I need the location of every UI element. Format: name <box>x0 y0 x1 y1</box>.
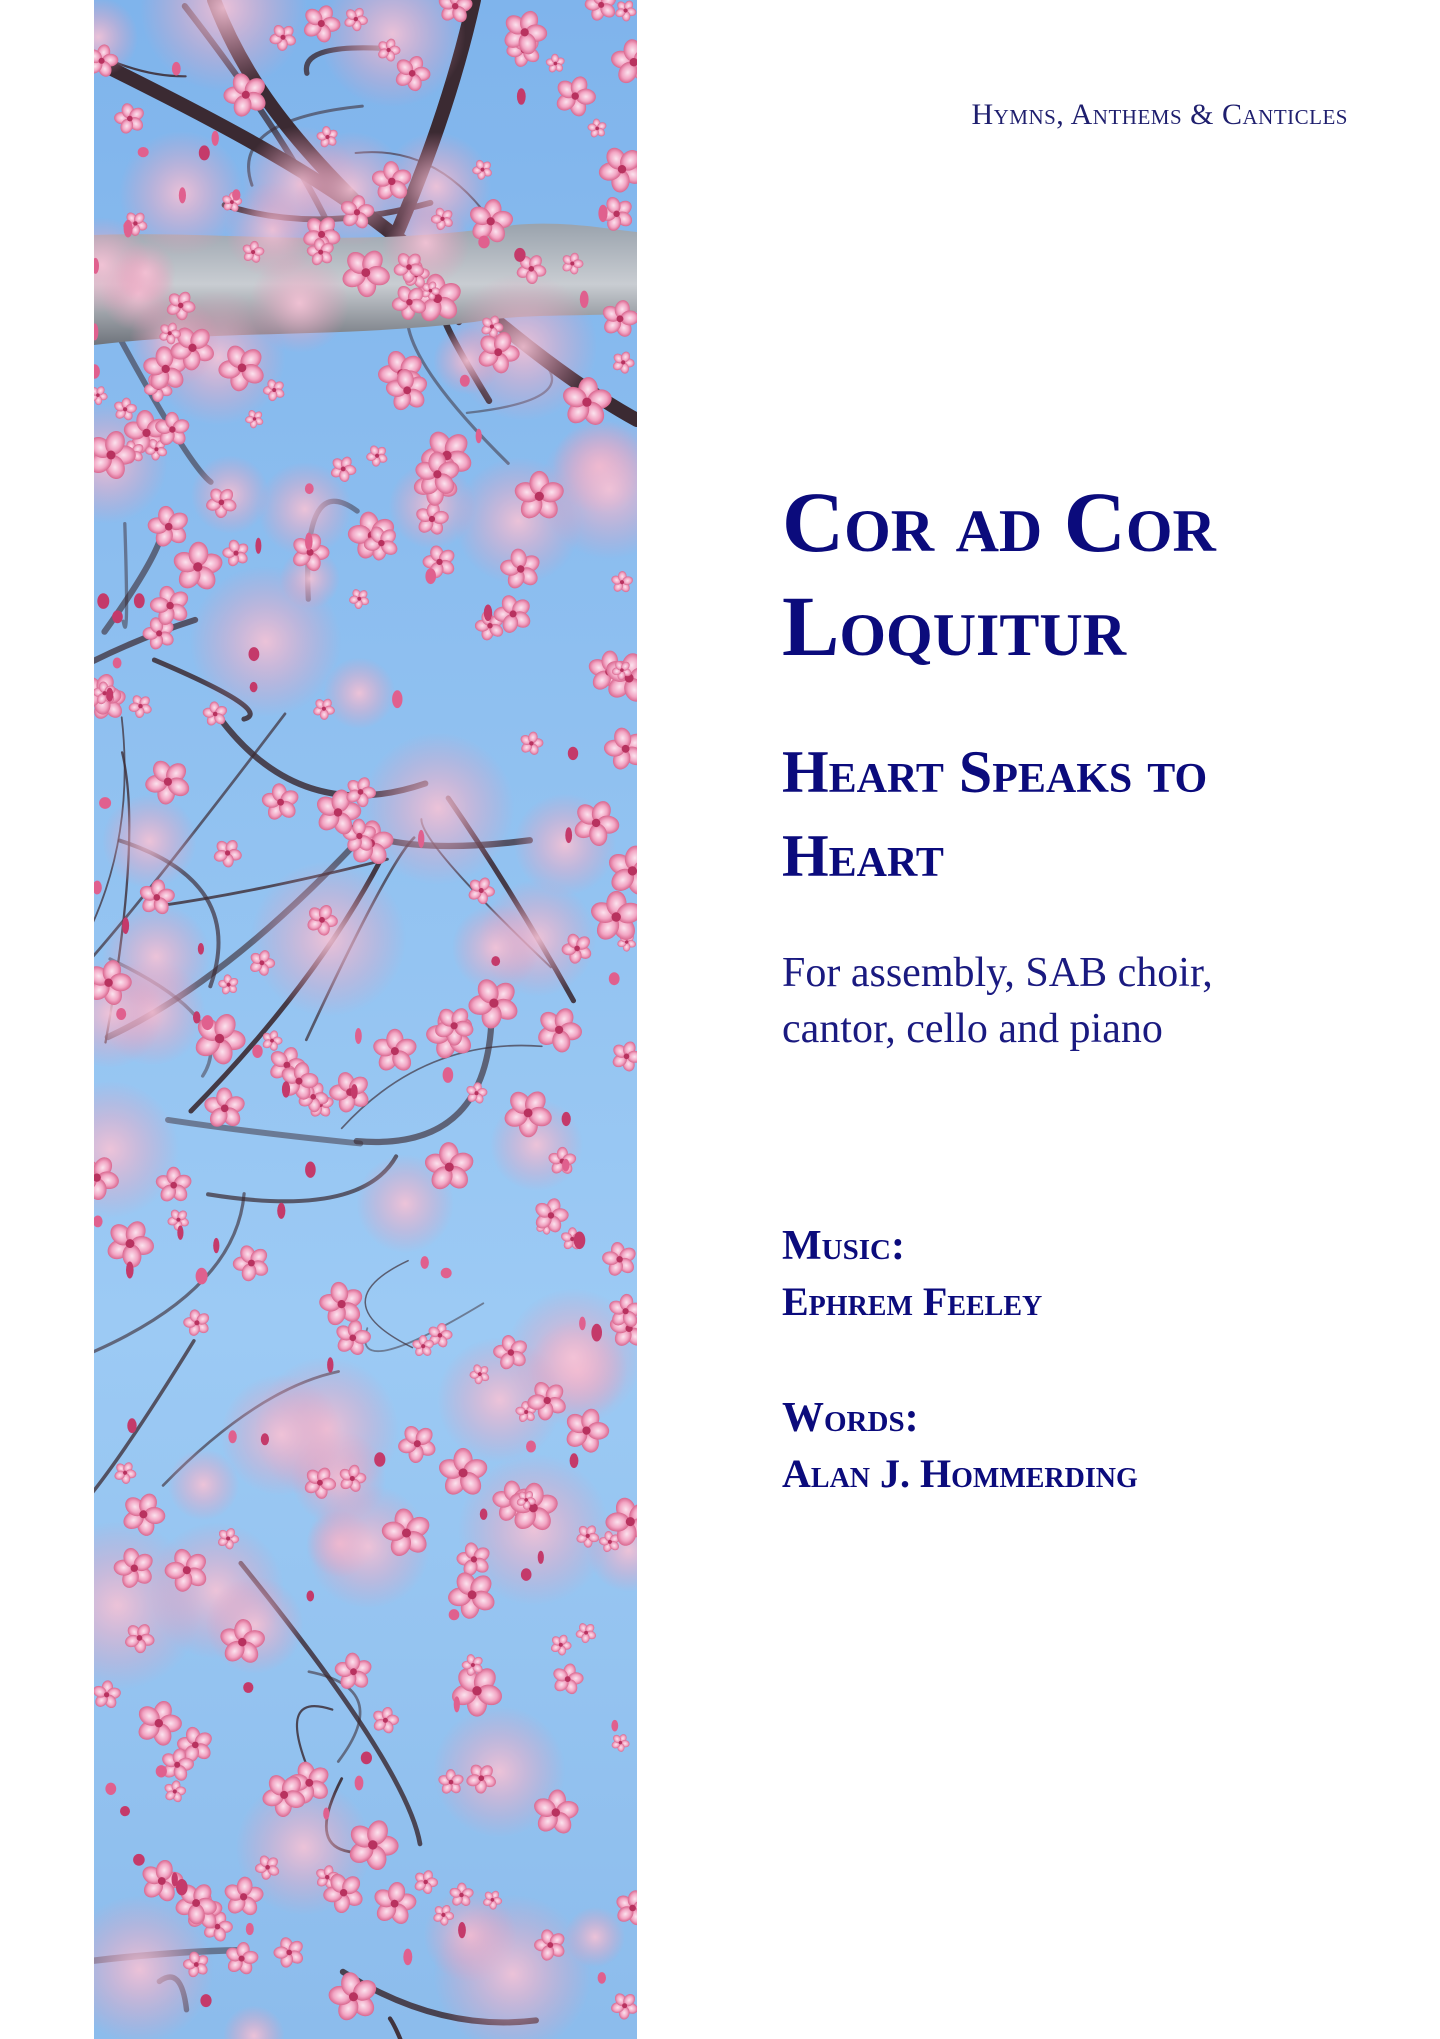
blossom-bud <box>562 1112 571 1126</box>
blossom-bud <box>484 605 492 622</box>
blossom-bud <box>521 1568 532 1581</box>
blossom-bud <box>122 917 129 934</box>
blossom-bud <box>305 1162 316 1178</box>
blossom-bud <box>355 1028 362 1044</box>
blossom-bud <box>538 1551 544 1564</box>
blossom-bud <box>200 1994 211 2007</box>
blossom <box>159 1775 191 1807</box>
music-credit <box>782 1218 1382 1330</box>
blurred-blossom <box>250 253 350 353</box>
blossom-bud <box>609 972 620 985</box>
blossom <box>216 533 255 573</box>
blossom-bud <box>574 1232 586 1250</box>
blossom <box>606 566 637 598</box>
blossom-bud <box>454 1696 460 1712</box>
blossom-bud <box>250 682 258 692</box>
blossom <box>594 718 637 781</box>
blossom-bud <box>611 1720 618 1732</box>
blurred-blossom <box>323 657 395 729</box>
blossom-bud <box>403 1949 412 1966</box>
blossom-bud <box>580 291 589 308</box>
scoring-line-1: For assembly, SAB choir, <box>782 950 1213 996</box>
blossom-bud <box>249 647 260 661</box>
branch <box>365 1261 412 1348</box>
scoring-description <box>782 945 1382 1057</box>
subtitle-line-1: Heart Speaks to <box>782 739 1208 805</box>
blossom-bud <box>228 1430 236 1443</box>
blossom-bud <box>94 881 102 895</box>
blossom <box>268 1932 310 1973</box>
blossom <box>606 1036 637 1075</box>
blossom-bud <box>202 1015 214 1030</box>
blossom-bud <box>425 568 436 584</box>
title <box>782 470 1382 678</box>
blossom <box>113 101 147 137</box>
blossom <box>606 1987 637 2025</box>
blossom-bud <box>526 1441 536 1453</box>
blossom-bud <box>361 1752 372 1765</box>
blossom-bud <box>120 1806 130 1816</box>
branch <box>123 524 126 628</box>
blossom-bud <box>327 1357 333 1372</box>
branch <box>168 1120 360 1144</box>
blossom-bud <box>133 1854 145 1866</box>
blossom-bud <box>138 147 149 157</box>
blossom <box>408 1864 444 1900</box>
blossom-bud <box>134 593 145 608</box>
blossom-bud <box>351 1084 358 1099</box>
blossom-bud <box>112 610 123 623</box>
blossom-bud <box>568 747 578 760</box>
blossom-bud <box>277 1203 285 1219</box>
blossom <box>573 1619 599 1645</box>
blossom-bud <box>418 830 424 848</box>
blossom-bud <box>305 483 314 494</box>
blossom <box>528 1193 574 1238</box>
blossom-bud <box>113 658 122 669</box>
blossom <box>108 1456 142 1489</box>
author-name: Alan J. Hommerding <box>782 1451 1138 1496</box>
blossom-bud <box>355 1776 364 1791</box>
blossom-bud <box>255 538 261 554</box>
blossom-bud <box>460 375 470 387</box>
blossom <box>547 1660 587 1699</box>
blossom-bud <box>213 1238 219 1253</box>
blossom-bud <box>598 1972 606 1984</box>
blossom <box>124 690 158 724</box>
blossom-bud <box>449 1609 460 1620</box>
branch <box>297 1706 332 1768</box>
scoring-line-2: cantor, cello and piano <box>782 1006 1163 1052</box>
blossom-bud <box>305 533 313 551</box>
title-line-1: Cor ad Cor <box>782 474 1216 570</box>
blossom-bud <box>156 1765 167 1777</box>
blossom-bud <box>323 1808 329 1820</box>
blossom-bud <box>514 248 525 262</box>
blossom-bud <box>116 1008 126 1020</box>
blossom <box>361 440 393 472</box>
blossom <box>518 730 544 757</box>
blossom <box>548 70 602 122</box>
blurred-blossom <box>223 2005 285 2039</box>
blossom-bud <box>598 205 607 222</box>
blossom-bud <box>199 145 210 160</box>
blossom-bud <box>232 189 240 200</box>
blossom <box>345 584 375 613</box>
blossom-bud <box>307 1591 315 1602</box>
subtitle <box>782 730 1382 898</box>
blossom <box>598 1239 637 1281</box>
blossom-bud <box>517 88 526 105</box>
blossom-bud <box>177 1226 183 1240</box>
cherry-blossom-image <box>94 0 637 2039</box>
blossom <box>362 1018 427 1083</box>
blossom-bud <box>565 827 572 843</box>
branch <box>390 2019 458 2039</box>
blossom-bud <box>374 1452 385 1467</box>
blossom <box>218 1935 265 1982</box>
blossom-bud <box>246 1923 254 1935</box>
series-label: Hymns, Anthems & Canticles <box>971 98 1348 131</box>
blurred-blossom <box>452 904 540 992</box>
blossom-bud <box>476 429 482 443</box>
blossom <box>548 1632 573 1658</box>
blossom-bud <box>94 364 100 378</box>
blossom <box>231 1242 272 1284</box>
cover-photo <box>94 0 637 2039</box>
blossom-bud <box>392 690 402 708</box>
blossom-bud <box>179 187 186 203</box>
blurred-blossom <box>190 566 341 717</box>
blossom-bud <box>99 797 111 809</box>
blossom-bud <box>196 1268 208 1285</box>
blossom-bud <box>579 1317 586 1331</box>
blossom <box>177 1303 217 1343</box>
blossom <box>527 997 592 1063</box>
blossom <box>589 136 637 202</box>
blossom <box>606 33 637 91</box>
blossom-bud <box>193 1011 200 1023</box>
blurred-blossom <box>102 794 196 888</box>
blossom <box>206 832 249 874</box>
subtitle-line-2: Heart <box>782 823 944 889</box>
blossom-bud <box>282 1081 290 1097</box>
blossom-bud <box>570 1453 579 1468</box>
blossom <box>316 1960 389 2034</box>
blurred-blossom <box>565 1907 625 1967</box>
blossom-bud <box>105 1783 116 1795</box>
blossom-bud <box>127 1418 136 1433</box>
title-line-2: Loquitur <box>782 578 1127 674</box>
blossom <box>586 117 609 139</box>
blossom-bud <box>97 593 109 609</box>
blossom-bud <box>421 1256 429 1269</box>
blurred-blossom <box>362 732 515 885</box>
blossom-bud <box>106 688 113 702</box>
blossom-bud <box>443 1067 454 1083</box>
blossom-bud <box>458 1922 466 1938</box>
words-label: Words: <box>782 1395 919 1441</box>
blossom <box>366 1701 405 1741</box>
blossom <box>610 349 635 375</box>
blossom-bud <box>126 1262 134 1279</box>
blossom-bud <box>591 1324 602 1342</box>
blossom <box>369 1877 420 1930</box>
composer-name: Ephrem Feeley <box>782 1279 1043 1324</box>
blossom <box>213 969 244 1000</box>
blossom-bud <box>252 1045 262 1058</box>
blossom-bud <box>198 943 204 955</box>
blossom-bud <box>212 131 219 146</box>
blossom <box>607 1730 634 1756</box>
blossom-bud <box>491 956 500 966</box>
blossom-bud <box>172 62 181 76</box>
blossom-bud <box>172 1872 178 1886</box>
words-credit <box>782 1390 1382 1502</box>
blurred-blossom <box>251 861 406 1016</box>
blossom-bud <box>478 236 489 249</box>
blossom <box>327 1645 379 1698</box>
blossom-bud <box>441 1268 452 1279</box>
blossom-bud <box>480 1509 488 1520</box>
blossom-bud <box>124 220 133 238</box>
music-label: Music: <box>782 1223 905 1269</box>
blossom-bud <box>562 1159 569 1172</box>
blossom <box>542 50 569 77</box>
blossom-bud <box>243 1682 253 1693</box>
blossom-bud <box>261 1433 269 1445</box>
